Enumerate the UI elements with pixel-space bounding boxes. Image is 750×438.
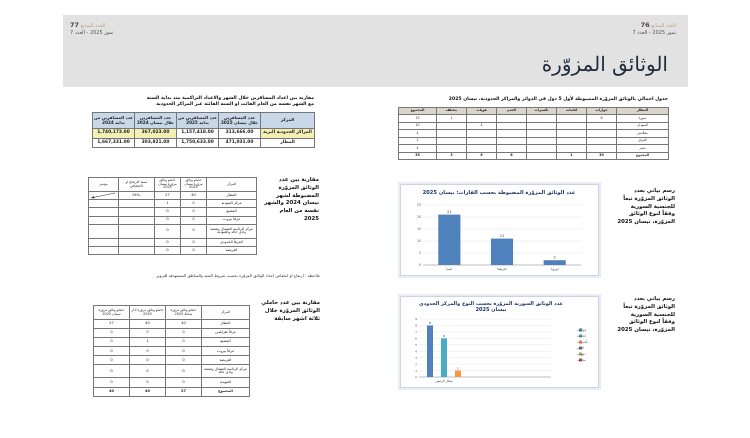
table-cell: السودان (617, 122, 669, 130)
y-tick-label: 3 (415, 355, 417, 360)
table-cell: مركز الرئاسة الشمال وشعبة وادي خالد والعبودية (207, 224, 257, 238)
table-cell (557, 122, 587, 130)
three-months-table (93, 305, 250, 397)
table-cell (89, 246, 119, 254)
bar (491, 239, 513, 265)
chart-title: عدد الوثائق المزوّرة المضبوطة بحسب القارات: نيسان 2025 (422, 190, 576, 196)
page-header-band (63, 15, 688, 87)
table-cell: 13 (399, 115, 437, 123)
x-tick-label: مطار الرئيس (435, 379, 453, 383)
y-tick-label: 9 (415, 317, 417, 322)
table-header-cell: نسبة الارتفاع او الانخفاض (119, 178, 155, 192)
table-cell (497, 137, 527, 145)
table-cell (437, 145, 467, 153)
table-cell: 0 (166, 365, 202, 378)
table-cell: المطار (202, 320, 250, 329)
table-row (89, 200, 257, 208)
table-row (89, 208, 257, 216)
legend-label: جوازات (577, 328, 587, 332)
table-cell: 40 (181, 192, 207, 200)
table-cell: 1 (130, 338, 166, 347)
table-cell: 303,821.00 (135, 138, 177, 148)
table-cell: سوريا (617, 115, 669, 123)
bar (455, 371, 461, 377)
table-cell (119, 238, 155, 246)
table-cell (119, 200, 155, 208)
table-cell: 0 (181, 224, 207, 238)
table-cell (587, 145, 617, 153)
page-title: الوثائق المزوّرة (541, 52, 668, 76)
table-cell: 1,740,173.00 (93, 129, 135, 139)
table-cell: 1 (155, 200, 181, 208)
table-cell (467, 130, 497, 138)
table-total-row (399, 152, 669, 160)
table-cell (557, 137, 587, 145)
data-label: 21 (447, 210, 452, 215)
table-row (399, 122, 669, 130)
table-row (94, 320, 250, 329)
data-label: 8 (429, 321, 431, 326)
table-cell: العبودية (202, 378, 250, 387)
table-cell (587, 130, 617, 138)
table-cell: 0 (155, 208, 181, 216)
table-header-cell: المركز (207, 178, 257, 192)
table-cell: 471,031.00 (219, 138, 261, 148)
left-page-number: 77 (70, 21, 80, 29)
table-cell: 0 (94, 356, 130, 365)
y-tick-label: 6 (415, 336, 417, 341)
table-cell: 4 (399, 130, 437, 138)
left-page-brand: العدد السابع (80, 23, 106, 29)
table-cell: مرفأ طرابلس (202, 329, 250, 338)
table-cell (119, 216, 155, 224)
table-cell: 0 (155, 216, 181, 224)
table-cell: 0 (181, 246, 207, 254)
chart2-frame (400, 296, 599, 388)
right-page-brand: العدد السابع (651, 23, 676, 29)
y-tick-label: 0 (418, 263, 421, 268)
table-header-cell: حاملو وثائق مزوّرة آذار 2025 (130, 306, 166, 320)
table-header-cell: المركز (261, 113, 315, 129)
table-cell: 1 (437, 115, 467, 123)
continents-bar-chart (401, 185, 598, 275)
right-page-number: 76 (640, 21, 650, 29)
table-cell (89, 216, 119, 224)
table-cell: العراق (617, 137, 669, 145)
table-cell: المرفأ الحدودي (207, 238, 257, 246)
table-cell (437, 130, 467, 138)
table-cell: 6 (467, 152, 497, 160)
table-cell: 0 (130, 365, 166, 378)
y-tick-label: 15 (416, 227, 421, 232)
travel-table-caption (92, 96, 314, 108)
table-cell (587, 122, 617, 130)
table-header-cell: حاملو وثائق مزوّرة شباط 2025 (166, 306, 202, 320)
table-cell: 6 (587, 115, 617, 123)
table-cell: المصنع (207, 208, 257, 216)
table-cell (437, 137, 467, 145)
table-cell: 1,750,633.00 (177, 138, 219, 148)
table-header-cell: هويات (467, 108, 497, 115)
y-tick-label: 25 (416, 203, 421, 208)
table-cell: العريضة (202, 356, 250, 365)
table-cell (497, 145, 527, 153)
table-cell (527, 130, 557, 138)
chart2-side-text: رسم بياني بعدد الوثائق المزوّرة تبعاً للجنسية السورية وفقاً لنوع الوثائق المزوّرة، نيسان 2025 (617, 296, 675, 334)
table-cell: 30 (587, 152, 617, 160)
table-header-cell: المركز (202, 306, 250, 320)
right-page-number-block (632, 22, 676, 36)
table-cell: 0 (94, 347, 130, 356)
table-cell: 0 (181, 200, 207, 208)
table-header-row (93, 113, 315, 129)
table-cell: 1,667,331.00 (93, 138, 135, 148)
bar (438, 215, 460, 265)
table-cell: 6 (497, 152, 527, 160)
table-cell (557, 115, 587, 123)
table-cell: 40 (166, 320, 202, 329)
table-cell: 0 (181, 208, 207, 216)
table-cell (437, 122, 467, 130)
three-months-side-title: مقارنة بين عدد حاملي الوثائق المزوّرة خلال ثلاثة اشهر سابقة (261, 300, 320, 322)
chart-title: عدد الوثائق السورية المزوّرة بحسب النوع والمركز الحدودي (418, 301, 564, 307)
chart1-side-text: رسم بياني بعدد الوثائق المزوّرة تبعاً للجنسية السورية وفقاً لنوع الوثائق المزوّرة، نيسان 2025 (617, 188, 675, 226)
table-cell (527, 145, 557, 153)
table-cell: 0 (166, 329, 202, 338)
left-page-sub: تموز 2025 - العدد 7 (70, 29, 114, 36)
table-cell: 0 (130, 347, 166, 356)
table-cell (497, 122, 527, 130)
table-header-row (89, 178, 257, 192)
x-tick-label: اوروبا (550, 267, 559, 271)
doc-table-caption: جدول اجمالي بالوثائق المزوّرة المضبوطة لأول 5 دول في الدوائر والمراكز الحدودية، نيسان 2025 (448, 97, 668, 102)
table-cell (557, 130, 587, 138)
table-cell: 40 (94, 387, 130, 396)
table-cell (89, 224, 119, 238)
comparison-side-title: مقارنة بين عدد الوثائق المزوّرة المضبوطة لشهر نيسان 2024 والشهر نفسه من العام 2025 (264, 177, 319, 223)
left-page-number-block (70, 22, 114, 36)
table-cell: 0 (155, 224, 181, 238)
table-cell: المجموع (617, 152, 669, 160)
y-tick-label: 1 (415, 368, 417, 373)
table-cell: 1 (557, 152, 587, 160)
table-header-cell: حاملو وثائق مزوّرة نيسان 2025 (155, 178, 181, 192)
table-cell (467, 137, 497, 145)
table-cell: 27 (94, 320, 130, 329)
table-cell: 3 (437, 152, 467, 160)
data-label: 11 (499, 234, 505, 239)
table-header-cell: حاملو وثائق مزوّرة نيسان 2025 (94, 306, 130, 320)
table-cell: 27 (155, 192, 181, 200)
table-cell (89, 208, 119, 216)
table-cell: 0 (166, 378, 202, 387)
table-row (89, 192, 257, 200)
table-cell (89, 238, 119, 246)
table-cell (497, 130, 527, 138)
x-tick-label: افريقيا (497, 267, 507, 271)
legend-label: هويات (577, 352, 585, 356)
table-cell: 33 (399, 152, 437, 160)
table-cell: 0 (166, 338, 202, 347)
y-tick-label: 5 (418, 251, 421, 256)
table-row (94, 365, 250, 378)
table-cell: العريضة (207, 246, 257, 254)
travel-caption-line-2: مع الشهر نفسه من العام الفائت او السنة الفائتة عبر المراكز الحدودية (156, 102, 314, 108)
table-cell (587, 137, 617, 145)
bar (441, 338, 447, 377)
legend-label: اقامات (577, 334, 586, 338)
table-cell: 0 (155, 238, 181, 246)
table-row (94, 356, 250, 365)
y-tick-label: 8 (415, 323, 417, 328)
table-row (89, 224, 257, 238)
table-cell: 0 (181, 238, 207, 246)
table-cell: 40 (130, 320, 166, 329)
data-label: 1 (457, 366, 459, 371)
table-header-cell: جوازات (587, 108, 617, 115)
table-cell (119, 208, 155, 216)
table-cell (527, 122, 557, 130)
trend-arrow-icon (89, 192, 119, 199)
right-page-sub: تموز 2025 - العدد 7 (632, 29, 676, 36)
bar (544, 260, 566, 265)
table-cell: 0 (166, 347, 202, 356)
table-row (399, 115, 669, 123)
table-cell (89, 200, 119, 208)
table-cell (527, 115, 557, 123)
chart-title-line-2: نيسان 2025 (475, 307, 507, 313)
table-cell: 0 (130, 356, 166, 365)
y-tick-label: 7 (415, 330, 417, 335)
table-header-cell: عدد المسافرين من بداية 2025 (177, 113, 219, 129)
table-cell: 0 (130, 378, 166, 387)
table-cell (467, 145, 497, 153)
legend-label: تأشيرات (577, 340, 588, 344)
table-row (94, 347, 250, 356)
y-tick-label: 2 (415, 362, 417, 367)
table-cell: المطار (207, 192, 257, 200)
table-header-cell: حاملو وثائق مزوّرة نيسان 2024 (181, 178, 207, 192)
doc-table (398, 107, 669, 160)
table-header-cell: المطار (617, 108, 669, 115)
table-header-cell: عدد المسافرين من بداية 2024 (93, 113, 135, 129)
table-cell: 0 (181, 216, 207, 224)
table-header-cell: المجموع (399, 108, 437, 115)
table-cell: 0 (94, 378, 130, 387)
table-cell (119, 246, 155, 254)
travel-caption-line-1: مقارنة بين اعداد المسافرين خلال الشهر والاعداد التراكمية منذ بداية السنة (146, 96, 314, 101)
table-header-cell: عدد المسافرين خلال نيسان 2025 (219, 113, 261, 129)
table-cell: 10 (399, 122, 437, 130)
table-cell: مركز الرئاسة الشمال وشعبة وادي خالد (202, 365, 250, 378)
table-cell (527, 137, 557, 145)
table-row (93, 129, 315, 139)
data-label: 2 (553, 255, 556, 260)
table-cell: -19% (119, 192, 155, 200)
table-cell: 0 (94, 329, 130, 338)
table-cell: المجموع (202, 387, 250, 396)
table-row (399, 145, 669, 153)
table-row (94, 329, 250, 338)
table-row (94, 378, 250, 387)
table-cell: 0 (94, 338, 130, 347)
table-cell: مركز العبودية (207, 200, 257, 208)
trend-indicator-cell (89, 192, 119, 200)
x-tick-label: اسيا (446, 267, 453, 271)
table-cell: المراكز الحدودية البرية (261, 129, 315, 139)
table-cell (557, 145, 587, 153)
y-tick-label: 5 (415, 342, 417, 347)
table-header-cell: تأشيرات (527, 108, 557, 115)
table-cell: 40 (130, 387, 166, 396)
table-row (94, 338, 250, 347)
y-tick-label: 20 (416, 215, 421, 220)
table-row (89, 238, 257, 246)
table-cell: 4 (467, 122, 497, 130)
table-cell: 0 (94, 365, 130, 378)
y-tick-label: 10 (416, 239, 421, 244)
table-cell: المطار (261, 138, 315, 148)
table-row (399, 130, 669, 138)
table-cell: 27 (166, 387, 202, 396)
legend-label: مختلف (577, 358, 586, 362)
comparison-note: ملاحظة : ارتفاع او انخفاض اعداد الوثائق المزوّرة بحسب شروط العينة والمناطق المستهدفة للتزوير (156, 273, 320, 278)
table-header-row (399, 108, 669, 115)
table-cell: 313,666.00 (219, 129, 261, 139)
table-cell: مرفأ بيروت (207, 216, 257, 224)
table-header-row (94, 306, 250, 320)
travel-table (92, 112, 315, 148)
table-cell (497, 115, 527, 123)
comparison-table (88, 177, 257, 255)
syrian-documents-bar-chart (401, 297, 598, 387)
table-cell: 367,023.00 (135, 129, 177, 139)
legend-label: الختم (577, 346, 584, 350)
table-row (399, 137, 669, 145)
table-header-cell: اقامات (557, 108, 587, 115)
table-cell: 1,157,418.00 (177, 129, 219, 139)
bar (427, 325, 433, 377)
table-header-cell: الختم (497, 108, 527, 115)
table-cell: المصنع (202, 338, 250, 347)
table-header-cell: عدد المسافرين خلال نيسان 2024 (135, 113, 177, 129)
table-row (89, 216, 257, 224)
table-cell: 4 (399, 145, 437, 153)
table-row (89, 246, 257, 254)
table-cell (467, 115, 497, 123)
data-label: 6 (443, 334, 445, 339)
table-cell: 0 (130, 329, 166, 338)
chart1-frame (400, 184, 599, 276)
y-tick-label: 4 (415, 349, 417, 354)
table-cell: بنغلادش (617, 130, 669, 138)
table-header-cell: مؤشر (89, 178, 119, 192)
table-cell: 2 (399, 137, 437, 145)
table-cell: 0 (155, 246, 181, 254)
table-cell (527, 152, 557, 160)
table-row (93, 138, 315, 148)
y-tick-label: 0 (415, 375, 417, 380)
table-total-row (94, 387, 250, 396)
table-cell: مرفأ بيروت (202, 347, 250, 356)
table-header-cell: مختلف (437, 108, 467, 115)
table-cell (119, 224, 155, 238)
table-cell: 0 (166, 356, 202, 365)
table-cell: مصر (617, 145, 669, 153)
